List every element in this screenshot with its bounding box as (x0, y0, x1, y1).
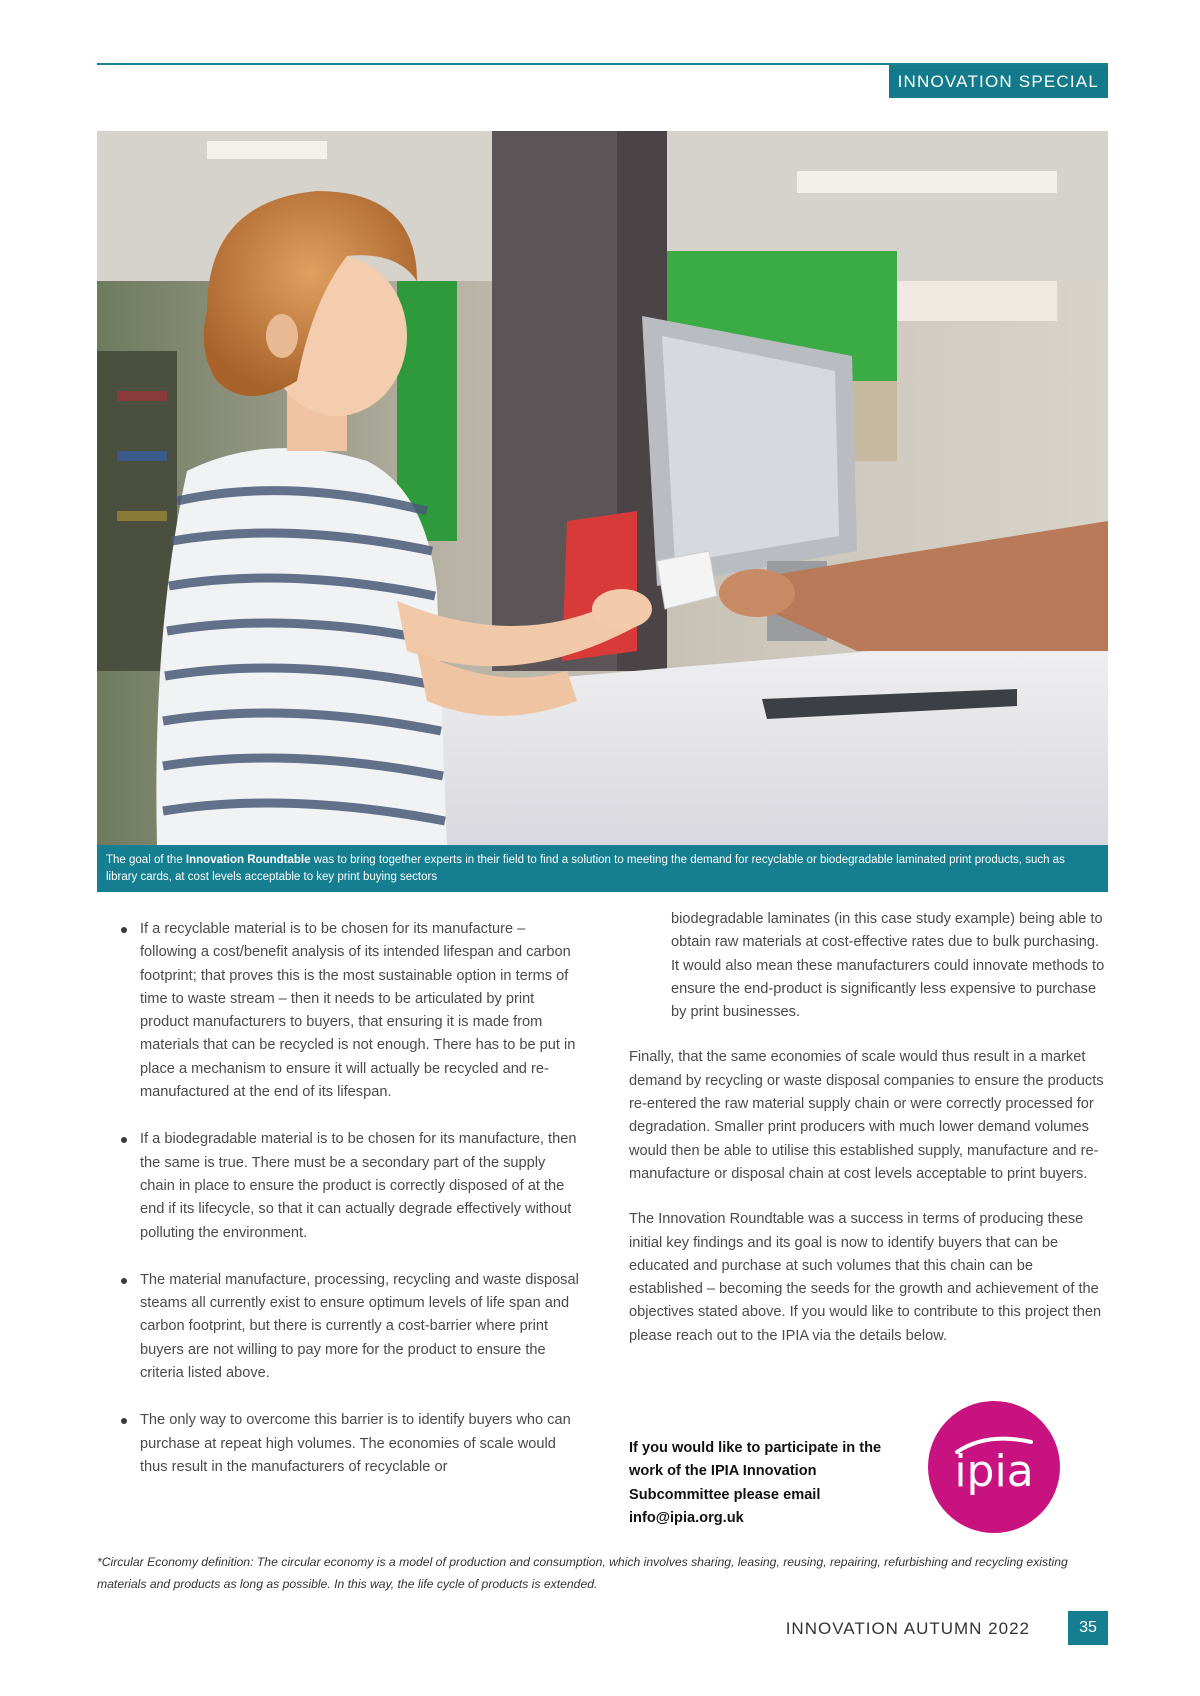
list-item (120, 1409, 580, 1479)
ipia-logo (927, 1400, 1061, 1534)
left-column (120, 918, 580, 1503)
bullet-text: If a biodegradable material is to be chosen for its manufacture, then the same is true. There must be a secondary part of the supply chain in place to ensure the product is correctly disposed of at the end if its lifecycle, so that it can actually degrade effectively without polluting the environment. (140, 1131, 577, 1241)
list-item (120, 1269, 580, 1385)
section-label: INNOVATION SPECIAL (889, 65, 1108, 98)
caption-prefix: The goal of the (106, 854, 186, 866)
bullet-continuation: biodegradable laminates (in this case study example) being able to obtain raw materials at cost-effective rates due to bulk purchasing. It would also mean these manufacturers could innovate methods to ensure the end-product is significantly less expensive to purchase by print businesses. (671, 911, 1105, 1021)
contact-callout: If you would like to participate in the work of the IPIA Innovation Subcommittee please email info@ipia.org.uk (629, 1440, 882, 1526)
photo-illustration (97, 131, 1108, 845)
bullet-text: The material manufacture, processing, recycling and waste disposal steams all currently exist to ensure optimum levels of life span and carbon footprint, but there is currently a cost-barrier where print buyers are not willing to pay more for the product to ensure the criteria listed above. (140, 1271, 579, 1382)
footnote: *Circular Economy definition: The circular economy is a model of production and consumption, which involves sharing, leasing, reusing, repairing, refurbishing and recycling existing materials and products as long as possible. In this way, the life cycle of products is extended. (97, 1555, 1068, 1591)
bullet-icon (121, 927, 127, 933)
right-column (629, 908, 1109, 1370)
bullet-icon (121, 1137, 127, 1143)
bullet-list (120, 918, 580, 1479)
list-item (120, 1128, 580, 1244)
page-number: 35 (1068, 1611, 1108, 1645)
photo-caption (97, 845, 1108, 892)
bullet-text: The only way to overcome this barrier is to identify buyers who can purchase at repeat high volumes. The economies of scale would thus result in the manufacturers of recyclable or (140, 1412, 571, 1475)
caption-bold: Innovation Roundtable (185, 854, 311, 866)
caption-suffix: was to bring together experts in their field to find a solution to meeting the demand for recyclable or biodegradable laminated print products, such as library cards, at cost levels acceptable to key print buying sectors (106, 854, 1065, 883)
publication-title: INNOVATION AUTUMN 2022 (785, 1619, 1030, 1638)
paragraph: The Innovation Roundtable was a success in terms of producing these initial key findings and its goal is now to identify buyers that can be educated and purchase at such volumes that this chain can be established – becoming the seeds for the growth and achievement of the objectives stated above. If you would like to contribute to this project then please reach out to the IPIA via the details below. (629, 1211, 1102, 1344)
library-card-photo (97, 131, 1108, 845)
bullet-icon (121, 1418, 127, 1424)
ipia-logo-graphic (927, 1400, 1061, 1534)
bullet-text: If a recyclable material is to be chosen for its manufacture – following a cost/benefit analysis of its intended lifespan and carbon footprint; that proves this is the most sustainable option in terms of time to waste stream – then it needs to be articulated by print product manufacturers to buyers, that ensuring it is made from materials that can be recycled is not enough. There has to be put in place a mechanism to ensure it will actually be recycled and re-manufactured at the end of its lifespan. (140, 921, 576, 1101)
logo-text: ipia (954, 1446, 1034, 1497)
bullet-icon (121, 1278, 127, 1284)
paragraph: Finally, that the same economies of scale would thus result in a market demand by recycling or waste disposal companies to ensure the products re-entered the raw material supply chain or were correctly processed for degradation. Smaller print producers with much lower demand volumes would then be able to utilise this established supply, manufacture and re-manufacture or disposal chain at cost levels acceptable to print buyers. (629, 1049, 1104, 1182)
list-item (120, 918, 580, 1104)
